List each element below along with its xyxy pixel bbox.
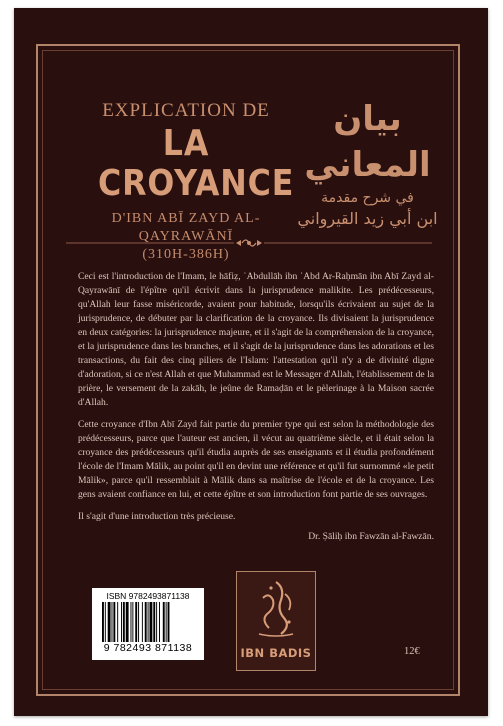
- paragraph-2: Cette croyance d'Ibn Abī Zayd fait partie du premier type qui est selon la méthodologie des prédécesseurs, parce que l'auteur est ancien, il vécut au quatrième siècle, et il était selon la croyance des prédécesseurs qu'il étudia auprès de ses enseignants et il étudia profondément l'école de l'Imam Mālik, au point qu'il en devint une référence et qu'il fut surnommé «le petit Mālik», parce qu'il ressemblait à Mālik dans sa maîtrise de l'école et de la croyance. Les gens avaient confiance en lui, et cette épître et son introduction font partie de ses ouvrages.: [78, 419, 434, 500]
- paragraph-1: Ceci est l'introduction de l'Imam, le hāfiẓ, ʿAbdullāh ibn ʿAbd Ar-Raḥmān ibn Abī Zayd al-Qayrawānī de l'épître qu'il écrivit dans la jurisprudence malikite. Les prédécesseurs, qu'Allah leur fasse miséricorde, avaient pour habitude, lorsqu'ils écrivaient au sujet de la jurisprudence, de débuter par la clarification de la croyance. Ils divisaient la jurisprudence en deux catégories: la jurisprudence majeure, et il s'agit de la compréhension de la croyance, et la jurisprudence dans les branches, et il s'agit de la jurisprudence dans les adorations et les transactions, du fait des cinq piliers de l'Islam: l'attestation qu'il n'y a de divinité digne d'adoration, si ce n'est Allah et que Muhammad est le Messager d'Allah, l'établissement de la prière, le versement de la zakāh, le jeûne de Ramaḍān et le pèlerinage à la Maison sacrée d'Allah.: [78, 271, 434, 408]
- paragraph-3: Il s'agit d'une introduction très précieuse.: [78, 511, 236, 522]
- calligraphy-logo-icon: [251, 578, 301, 640]
- price: 12€: [404, 646, 420, 657]
- arabic-subtitle-1: في شرح مقدمة: [321, 190, 414, 206]
- barcode: [92, 588, 204, 660]
- signature: Dr. Ṣāliḥ ibn Fawzān al-Fawzān.: [308, 531, 434, 542]
- publisher-logo: [236, 571, 316, 671]
- barcode-bars: [98, 602, 198, 642]
- publisher-name: IBN BADIS: [240, 646, 312, 660]
- arabic-title-block: [285, 96, 450, 230]
- ornament-divider: [66, 236, 432, 250]
- isbn-label: ISBN 9782493871138: [106, 591, 190, 601]
- dates-line: (310H-386H): [142, 247, 230, 262]
- arabic-title: بيان المعاني: [304, 99, 431, 185]
- title-line-2: LA CROYANCE: [98, 123, 295, 204]
- arabic-subtitle-2: ابن أبي زيد القيرواني: [297, 209, 438, 228]
- back-cover-text: [78, 270, 434, 532]
- author-line: D'IBN ABĪ ZAYD AL-QAYRAWĀNĪ: [111, 211, 261, 244]
- isbn-digits: 9 782493 871138: [103, 642, 193, 654]
- title-line-1: EXPLICATION DE: [102, 100, 270, 121]
